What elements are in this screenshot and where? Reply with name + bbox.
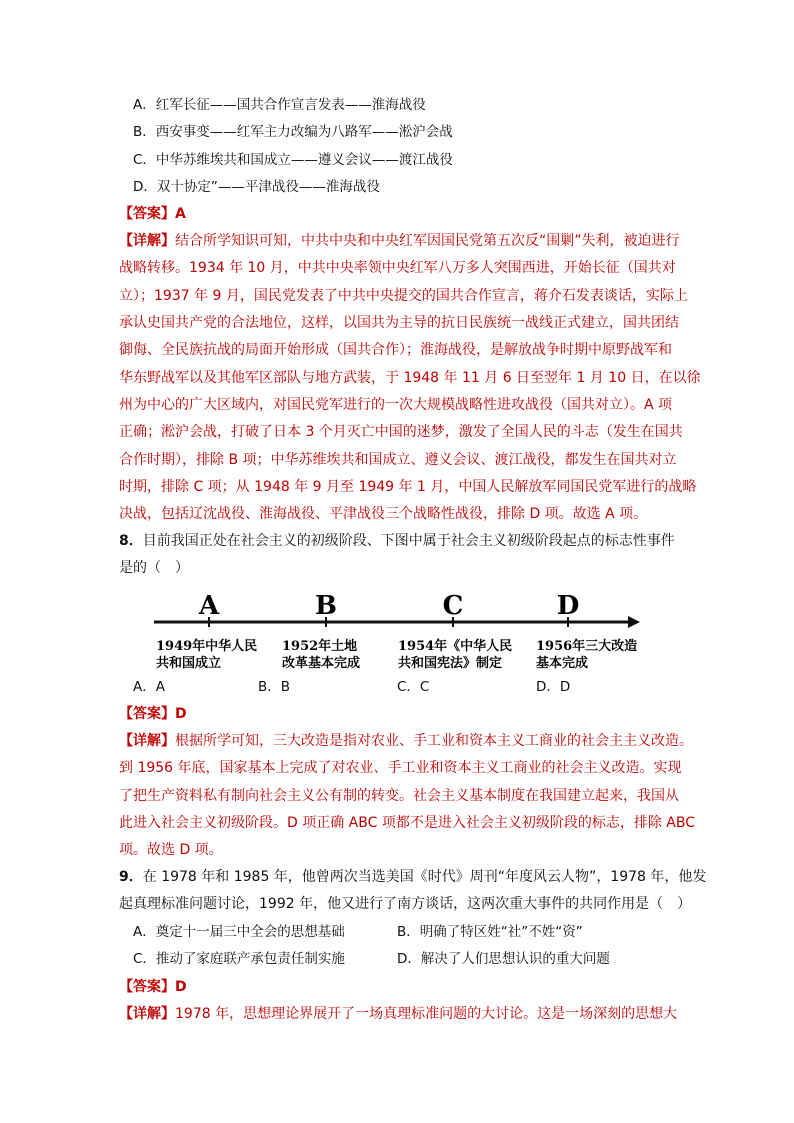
timeline-event-label: 基本完成	[536, 656, 589, 671]
q7-answer	[119, 204, 186, 224]
explain-text: 结合所学知识可知，中共中央和中央红军因国民党第五次反“围剿”失利，被迫进行	[175, 233, 680, 249]
q8-explain-line-1	[119, 731, 693, 751]
q8-explain-line-5: 项。故选 D 项。	[119, 842, 223, 858]
answer-value: A	[175, 206, 186, 222]
question-number: 8．	[119, 533, 143, 549]
q9-stem-text: 在 1978 年和 1985 年，他曾两次当选美国《时代》周刊“年度风云人物”，1978 年，他发	[142, 869, 707, 885]
q8-answer	[119, 704, 187, 724]
timeline-event-label: 改革基本完成	[282, 656, 361, 671]
q8-stem-line-1	[119, 531, 675, 551]
q7-explain-line-3	[119, 286, 688, 306]
answer-value: D	[175, 979, 187, 995]
q8-timeline-figure	[150, 588, 640, 674]
q7-option-d: D．双十协定”——平津战役——淮海战役	[133, 179, 380, 195]
q9-option-b: B．明确了特区姓“社”不姓“资”	[397, 924, 583, 940]
q8-explain-line-4: 此进入社会主义初级阶段。D 项正确 ABC 项都不是进入社会主义初级阶段的标志，排除 ABC	[119, 815, 696, 831]
q8-option-a: A．A	[133, 679, 165, 695]
q7-explain-line-5	[119, 340, 672, 360]
q7-explain-line-6	[119, 368, 701, 388]
answer-value: D	[175, 706, 187, 722]
q7-option-b: B．西安事变——红军主力改编为八路军——淞沪会战	[133, 124, 453, 140]
explain-text: 时期，排除 C 项；从 1948 年 9 月至 1949 年 1 月，中国人民解放军同国民党军进行的战略	[119, 479, 697, 495]
q7-explain-line-2	[119, 258, 676, 278]
q9-explain-line-1	[119, 1004, 677, 1024]
q9-option-a: A．奠定十一届三中全会的思想基础	[133, 924, 345, 940]
answer-tag: 【答案】	[119, 979, 175, 995]
q7-explain-line-9	[119, 450, 677, 470]
q9-option-c: C．推动了家庭联产承包责任制实施	[133, 951, 345, 967]
answer-tag: 【答案】	[119, 206, 175, 222]
explain-text: 州为中心的广大区域内，对国民党军进行的一次大规模战略性进攻战役（国共对立）。A 项	[119, 397, 673, 413]
q7-explain-line-11	[119, 504, 647, 524]
explain-text: 战略转移。1934 年 10 月，中共中央率领中央红军八万多人突围西进，开始长征（国共对	[119, 260, 676, 276]
timeline-event-label: 共和国宪法》制定	[398, 656, 503, 671]
q7-explain-line-8	[119, 422, 683, 442]
q8-stem-text: 目前我国正处在社会主义的初级阶段、下图中属于社会主义初级阶段起点的标志性事件	[142, 533, 675, 549]
q8-stem-line-2: 是的（ ）	[119, 560, 189, 576]
explain-text: 华东野战军以及其他军区部队与地方武装，于 1948 年 11 月 6 日至翌年 1 月 10 日，在以徐	[119, 370, 701, 386]
timeline-event-label: 1952年土地	[282, 639, 358, 654]
q8-option-d: D．D	[536, 679, 571, 695]
q7-option-a: A．红军长征——国共合作宣言发表——淮海战役	[133, 97, 426, 113]
explain-text: 承认史国共产党的合法地位，这样，以国共为主导的抗日民族统一战线正式建立，国共团结	[119, 315, 679, 331]
explain-tag: 【详解】	[119, 733, 175, 749]
q7-option-c: C．中华苏维埃共和国成立——遵义会议——渡江战役	[133, 152, 453, 168]
explain-text: 御侮、全民族抗战的局面开始形成（国共合作）；淮海战役，是解放战争时期中原野战军和	[119, 342, 672, 358]
explain-text: 正确；淞沪会战，打破了日本 3 个月灭亡中国的迷梦，激发了全国人民的斗志（发生在国共	[119, 424, 683, 440]
explain-text: 立）；1937 年 9 月，国民党发表了中共中央提交的国共合作宣言，蒋介石发表谈话，实际上	[119, 288, 688, 304]
q7-explain-line-4	[119, 313, 679, 333]
timeline-arrowhead	[628, 616, 640, 628]
timeline-event-label: 1949年中华人民	[156, 639, 258, 654]
timeline-event-label: 共和国成立	[156, 656, 222, 671]
explain-text: 决战，包括辽沈战役、淮海战役、平津战役三个战略性战役，排除 D 项。故选 A 项。	[119, 506, 648, 522]
q8-explain-line-2: 到 1956 年底，国家基本上完成了对农业、手工业和资本主义工商业的社会主义改造。实现	[119, 760, 682, 776]
q8-option-b: B．B	[258, 679, 291, 695]
q7-explain-line-1	[119, 231, 680, 251]
q8-explain-line-3: 了把生产资料私有制向社会主义公有制的转变。社会主义基本制度在我国建立起来，我国从	[119, 788, 679, 804]
q7-explain-line-10	[119, 477, 696, 497]
q8-option-c: C．C	[397, 679, 430, 695]
explain-tag: 【详解】	[119, 233, 175, 249]
q9-answer	[119, 977, 187, 997]
q9-option-d: D．解决了人们思想认识的重大问题	[397, 951, 610, 967]
explain-text: 根据所学可知，三大改造是指对农业、手工业和资本主义工商业的社会主主义改造。	[175, 733, 693, 749]
q7-explain-line-7	[119, 395, 672, 415]
timeline-letter-b: B	[315, 591, 337, 621]
explain-text: 1978 年，思想理论界展开了一场真理标准问题的大讨论。这是一场深刻的思想大	[175, 1006, 678, 1022]
question-number: 9．	[119, 869, 143, 885]
q9-stem-line-2: 起真理标准问题讨论，1992 年，他又进行了南方谈话，这两次重大事件的共同作用是（ ）	[119, 896, 692, 912]
q9-stem-line-1	[119, 867, 706, 887]
answer-tag: 【答案】	[119, 706, 175, 722]
explain-tag: 【详解】	[119, 1006, 175, 1022]
timeline-letter-d: D	[556, 591, 580, 621]
explain-text: 合作时期），排除 B 项；中华苏维埃共和国成立、遵义会议、渡江战役，都发生在国共对立	[119, 452, 677, 468]
timeline-letter-a: A	[198, 591, 220, 621]
timeline-event-label: 1954年《中华人民	[398, 639, 513, 654]
timeline-letter-c: C	[442, 591, 464, 621]
timeline-event-label: 1956年三大改造	[536, 639, 638, 654]
